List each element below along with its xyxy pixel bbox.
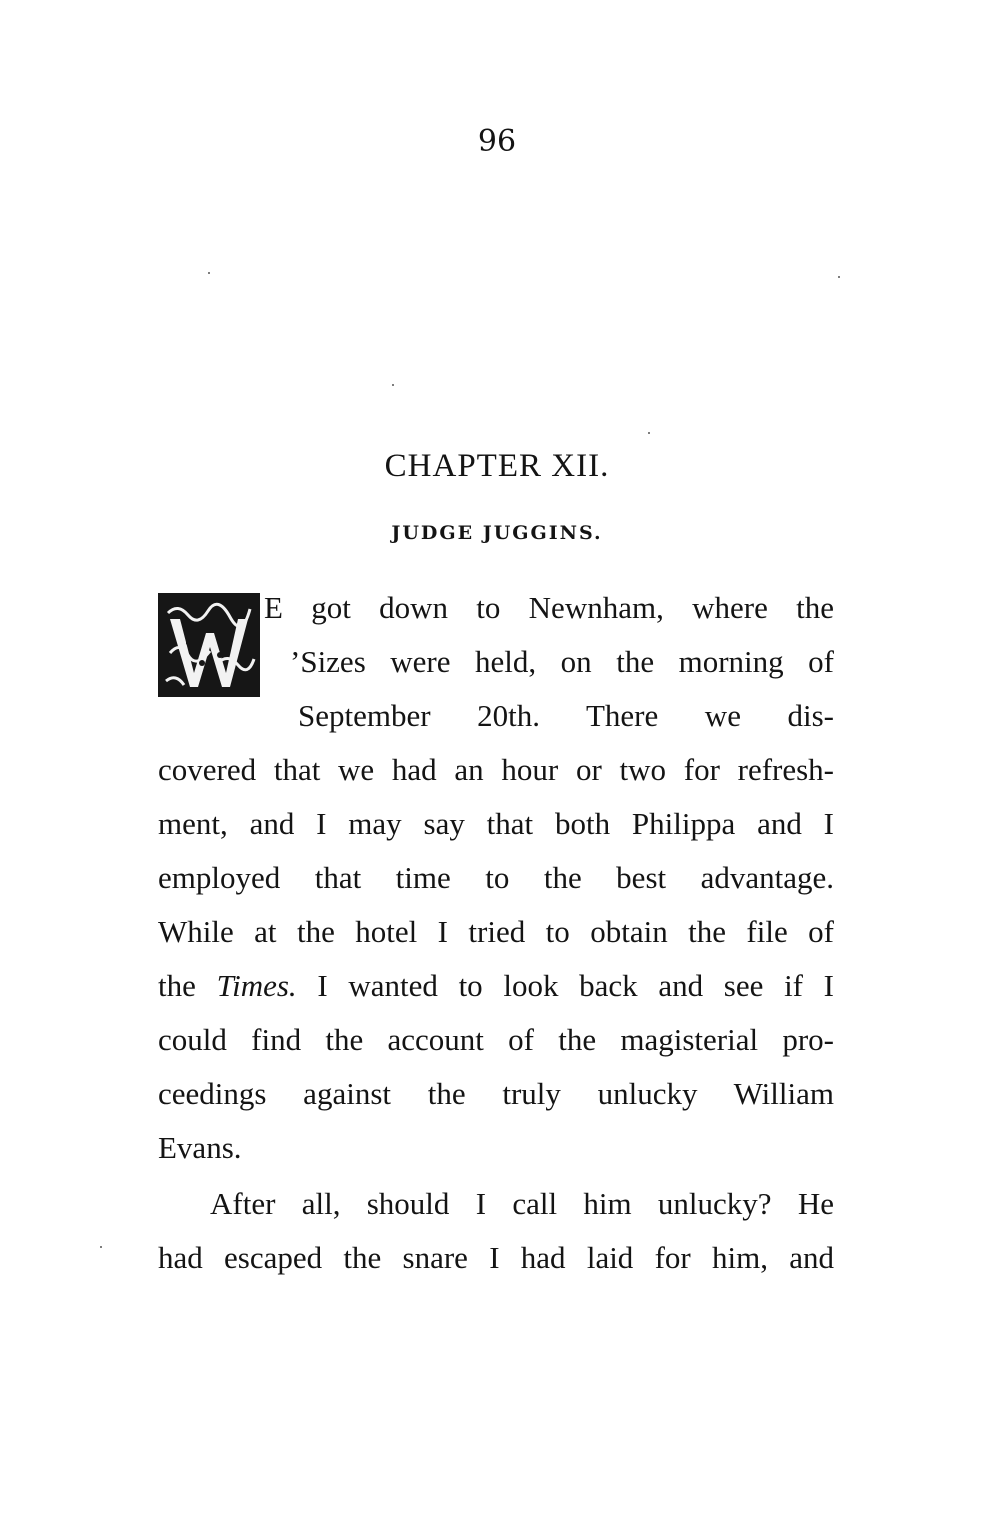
- paragraph-1-line-4: covered that we had an hour or two for refresh-: [158, 752, 834, 787]
- line-8-rest: I wanted to look back and see if I: [317, 968, 835, 1003]
- paragraph-2-line-2: had escaped the snare I had laid for him, and: [158, 1240, 834, 1275]
- paragraph-1-line-9: could find the account of the magisterial pro-: [158, 1022, 834, 1057]
- paragraph-1-line-11: Evans.: [158, 1130, 242, 1165]
- dropcap-letter: W: [160, 595, 162, 596]
- chapter-subtitle: JUDGE JUGGINS.: [391, 522, 603, 544]
- dropcap-initial: [158, 593, 260, 697]
- paragraph-1-line-7: While at the hotel I tried to obtain the file of: [158, 914, 834, 949]
- chapter-title: CHAPTER XII.: [384, 448, 610, 484]
- paragraph-1-line-10: ceedings against the truly unlucky William: [158, 1076, 834, 1111]
- print-speck: [838, 276, 840, 278]
- print-speck: [208, 272, 210, 274]
- paragraph-1-line-5: ment, and I may say that both Philippa and I: [158, 806, 834, 841]
- paragraph-1-line-6: employed that time to the best advantage.: [158, 860, 834, 895]
- paragraph-2-line-1: After all, should I call him unlucky? He: [210, 1186, 834, 1221]
- paragraph-1-line-1: E got down to Newnham, where the: [264, 590, 834, 625]
- dropcap-ornament: [158, 593, 260, 697]
- paragraph-1-line-2: ’Sizes were held, on the morning of: [290, 644, 834, 679]
- paragraph-1-line-8: [158, 968, 834, 1008]
- paragraph-1-line-3: September 20th. There we dis-: [298, 698, 834, 733]
- page-number: 96: [477, 124, 517, 159]
- line-8-prefix: the: [158, 968, 196, 1003]
- print-speck: [100, 1246, 102, 1248]
- print-speck: [392, 384, 394, 386]
- times-italic: Times.: [216, 968, 297, 1003]
- print-speck: [648, 432, 650, 434]
